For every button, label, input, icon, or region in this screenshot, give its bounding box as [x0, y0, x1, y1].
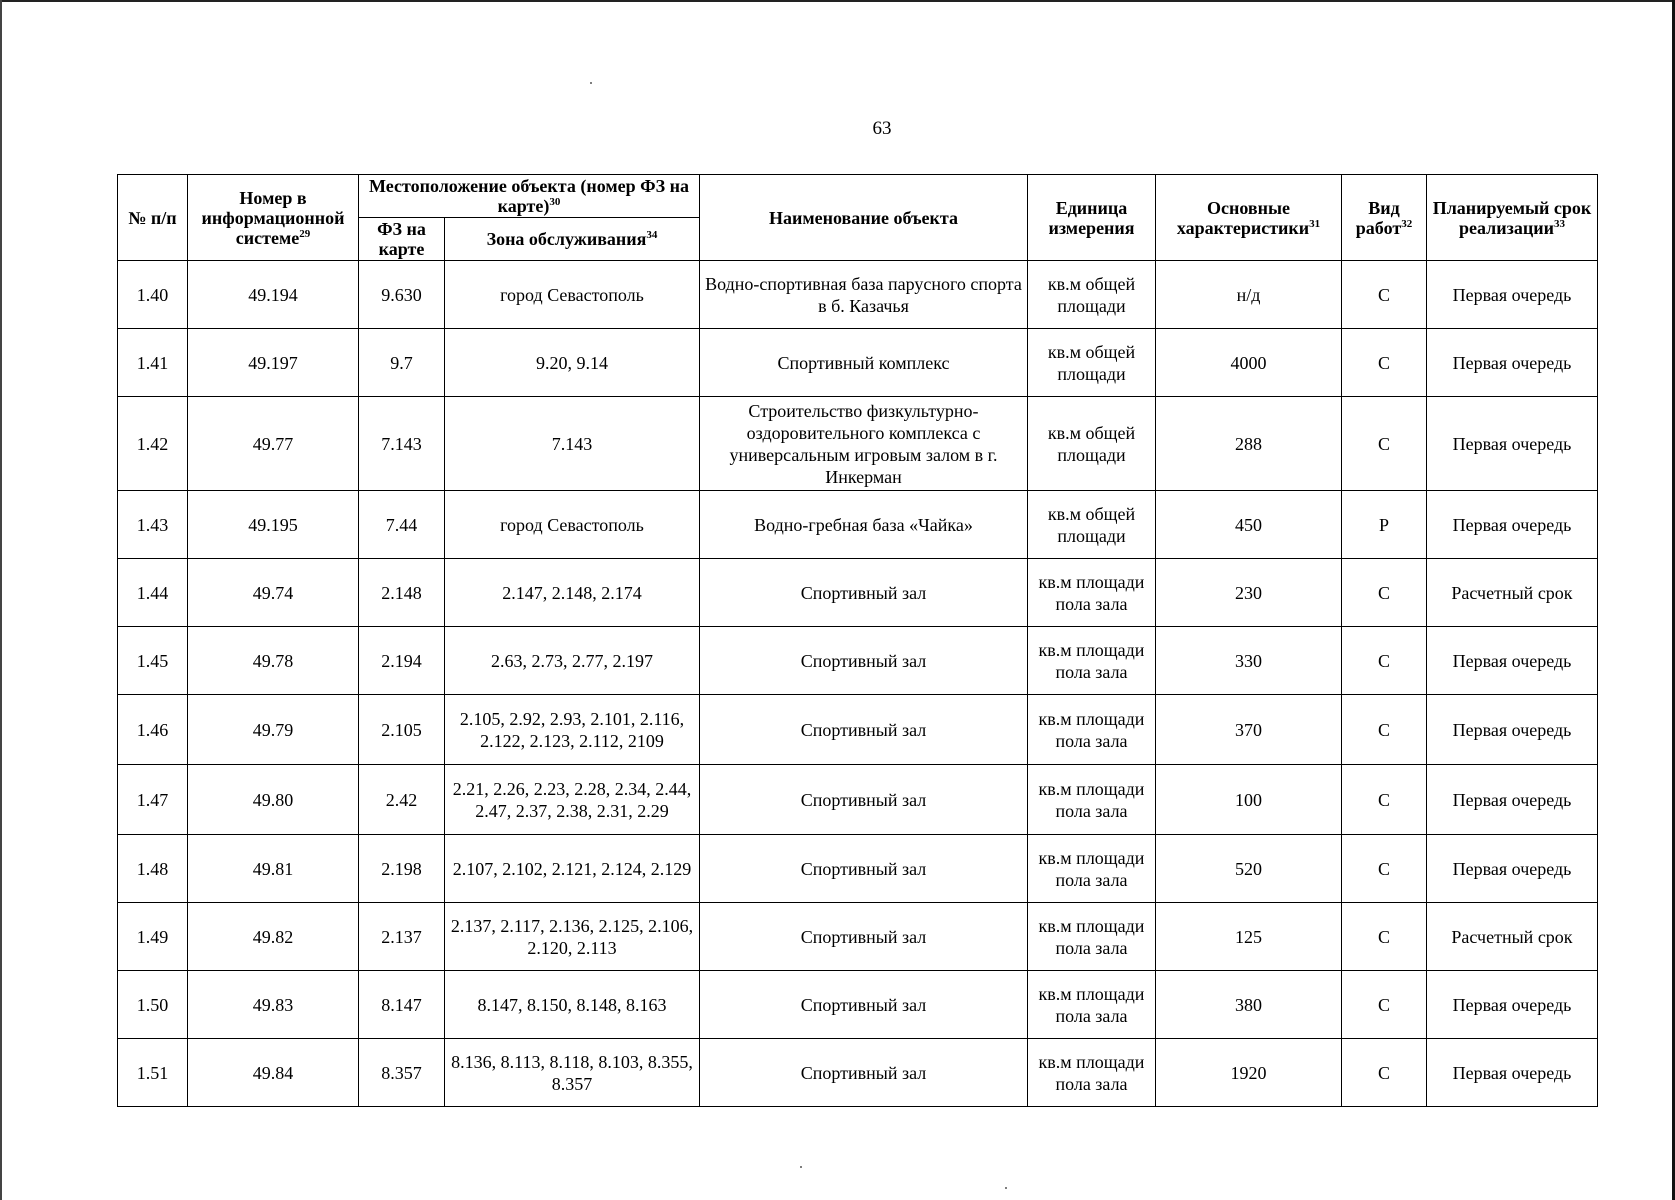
header-name: Наименование объекта [700, 175, 1028, 261]
cell-work-type: С [1342, 835, 1427, 903]
footnote-ref: 29 [299, 227, 311, 240]
cell-name: Спортивный зал [700, 903, 1028, 971]
cell-term: Первая очередь [1427, 397, 1598, 491]
cell-fz: 2.105 [359, 695, 445, 765]
cell-term: Первая очередь [1427, 1039, 1598, 1107]
cell-term: Первая очередь [1427, 261, 1598, 329]
cell-characteristics: 4000 [1156, 329, 1342, 397]
cell-fz: 2.148 [359, 559, 445, 627]
cell-characteristics: н/д [1156, 261, 1342, 329]
cell-zone: город Севастополь [445, 491, 700, 559]
table-row [118, 903, 1598, 971]
scan-border-left [0, 0, 2, 1200]
cell-work-type: С [1342, 765, 1427, 835]
cell-term: Первая очередь [1427, 695, 1598, 765]
cell-name: Спортивный зал [700, 835, 1028, 903]
cell-is-number: 49.197 [188, 329, 359, 397]
cell-num: 1.44 [118, 559, 188, 627]
footnote-ref: 34 [646, 229, 658, 241]
table-row [118, 835, 1598, 903]
cell-is-number: 49.195 [188, 491, 359, 559]
cell-name: Водно-гребная база «Чайка» [700, 491, 1028, 559]
cell-work-type: С [1342, 261, 1427, 329]
cell-unit: кв.м площади пола зала [1028, 903, 1156, 971]
cell-unit: кв.м общей площади [1028, 491, 1156, 559]
cell-is-number: 49.74 [188, 559, 359, 627]
cell-term: Первая очередь [1427, 835, 1598, 903]
table-body [118, 261, 1598, 1107]
cell-is-number: 49.82 [188, 903, 359, 971]
cell-work-type: С [1342, 1039, 1427, 1107]
cell-term: Первая очередь [1427, 765, 1598, 835]
cell-num: 1.43 [118, 491, 188, 559]
footnote-ref: 31 [1309, 217, 1321, 230]
cell-unit: кв.м площади пола зала [1028, 627, 1156, 695]
header-is-number-label: Номер в информационной системе [201, 187, 345, 248]
cell-unit: кв.м площади пола зала [1028, 1039, 1156, 1107]
cell-num: 1.46 [118, 695, 188, 765]
cell-fz: 2.42 [359, 765, 445, 835]
cell-zone: 9.20, 9.14 [445, 329, 700, 397]
cell-characteristics: 370 [1156, 695, 1342, 765]
cell-name: Спортивный зал [700, 695, 1028, 765]
table-row [118, 971, 1598, 1039]
cell-zone: 7.143 [445, 397, 700, 491]
cell-characteristics: 125 [1156, 903, 1342, 971]
cell-work-type: С [1342, 903, 1427, 971]
scan-speck [800, 1166, 802, 1168]
cell-work-type: С [1342, 627, 1427, 695]
table-row [118, 261, 1598, 329]
cell-zone: 2.107, 2.102, 2.121, 2.124, 2.129 [445, 835, 700, 903]
header-location-label: Местоположение объекта (номер ФЗ на карте) [369, 176, 689, 216]
cell-fz: 2.198 [359, 835, 445, 903]
cell-fz: 9.630 [359, 261, 445, 329]
cell-characteristics: 230 [1156, 559, 1342, 627]
cell-unit: кв.м площади пола зала [1028, 559, 1156, 627]
cell-fz: 7.44 [359, 491, 445, 559]
cell-unit: кв.м общей площади [1028, 261, 1156, 329]
cell-fz: 7.143 [359, 397, 445, 491]
table-row [118, 765, 1598, 835]
table-row [118, 695, 1598, 765]
header-zone [445, 218, 700, 261]
cell-is-number: 49.194 [188, 261, 359, 329]
cell-term: Первая очередь [1427, 491, 1598, 559]
cell-name: Строительство физкультурно-оздоровительного комплекса с универсальным игровым залом в г. Инкерман [700, 397, 1028, 491]
cell-num: 1.49 [118, 903, 188, 971]
data-table [117, 174, 1598, 1107]
cell-work-type: С [1342, 397, 1427, 491]
header-location [359, 175, 700, 218]
cell-zone: 2.105, 2.92, 2.93, 2.101, 2.116, 2.122, 2.123, 2.112, 2109 [445, 695, 700, 765]
cell-term: Первая очередь [1427, 971, 1598, 1039]
table-row [118, 1039, 1598, 1107]
cell-characteristics: 450 [1156, 491, 1342, 559]
cell-num: 1.40 [118, 261, 188, 329]
cell-work-type: С [1342, 559, 1427, 627]
cell-work-type: С [1342, 329, 1427, 397]
cell-name: Спортивный зал [700, 559, 1028, 627]
cell-zone: город Севастополь [445, 261, 700, 329]
footnote-ref: 33 [1553, 217, 1565, 230]
cell-fz: 8.147 [359, 971, 445, 1039]
header-work-type [1342, 175, 1427, 261]
header-unit: Единица измерения [1028, 175, 1156, 261]
cell-unit: кв.м общей площади [1028, 329, 1156, 397]
page-number: 63 [872, 118, 892, 139]
cell-zone: 2.137, 2.117, 2.136, 2.125, 2.106, 2.120, 2.113 [445, 903, 700, 971]
cell-unit: кв.м общей площади [1028, 397, 1156, 491]
table-header [118, 175, 1598, 261]
cell-name: Спортивный зал [700, 971, 1028, 1039]
header-fz: ФЗ на карте [359, 218, 445, 261]
header-work-type-label: Вид работ [1355, 197, 1402, 238]
cell-is-number: 49.80 [188, 765, 359, 835]
cell-unit: кв.м площади пола зала [1028, 765, 1156, 835]
cell-characteristics: 100 [1156, 765, 1342, 835]
header-term-label: Планируемый срок реализации [1432, 197, 1592, 238]
cell-zone: 2.63, 2.73, 2.77, 2.197 [445, 627, 700, 695]
table-row [118, 627, 1598, 695]
header-zone-label: Зона обслуживания [486, 229, 647, 249]
header-term [1427, 175, 1598, 261]
cell-is-number: 49.78 [188, 627, 359, 695]
cell-fz: 9.7 [359, 329, 445, 397]
cell-unit: кв.м площади пола зала [1028, 695, 1156, 765]
cell-characteristics: 330 [1156, 627, 1342, 695]
cell-name: Спортивный зал [700, 1039, 1028, 1107]
cell-term: Первая очередь [1427, 329, 1598, 397]
cell-name: Спортивный зал [700, 765, 1028, 835]
scan-speck [590, 82, 592, 84]
header-num: № п/п [118, 175, 188, 261]
header-is-number [188, 175, 359, 261]
cell-characteristics: 1920 [1156, 1039, 1342, 1107]
cell-fz: 2.137 [359, 903, 445, 971]
cell-zone: 2.147, 2.148, 2.174 [445, 559, 700, 627]
footnote-ref: 32 [1401, 217, 1413, 230]
cell-fz: 2.194 [359, 627, 445, 695]
cell-num: 1.41 [118, 329, 188, 397]
cell-zone: 8.147, 8.150, 8.148, 8.163 [445, 971, 700, 1039]
table-row [118, 491, 1598, 559]
cell-name: Спортивный комплекс [700, 329, 1028, 397]
cell-work-type: С [1342, 971, 1427, 1039]
cell-name: Водно-спортивная база парусного спорта в б. Казачья [700, 261, 1028, 329]
cell-num: 1.48 [118, 835, 188, 903]
cell-is-number: 49.79 [188, 695, 359, 765]
cell-zone: 2.21, 2.26, 2.23, 2.28, 2.34, 2.44, 2.47, 2.37, 2.38, 2.31, 2.29 [445, 765, 700, 835]
table-row [118, 329, 1598, 397]
cell-characteristics: 520 [1156, 835, 1342, 903]
cell-num: 1.47 [118, 765, 188, 835]
cell-characteristics: 288 [1156, 397, 1342, 491]
cell-unit: кв.м площади пола зала [1028, 835, 1156, 903]
cell-num: 1.51 [118, 1039, 188, 1107]
header-characteristics-label: Основные характеристики [1176, 197, 1310, 238]
table-row [118, 397, 1598, 491]
header-characteristics [1156, 175, 1342, 261]
cell-unit: кв.м площади пола зала [1028, 971, 1156, 1039]
cell-is-number: 49.81 [188, 835, 359, 903]
cell-zone: 8.136, 8.113, 8.118, 8.103, 8.355, 8.357 [445, 1039, 700, 1107]
cell-is-number: 49.84 [188, 1039, 359, 1107]
scan-speck [1005, 1187, 1007, 1189]
cell-term: Первая очередь [1427, 627, 1598, 695]
cell-work-type: Р [1342, 491, 1427, 559]
cell-num: 1.42 [118, 397, 188, 491]
cell-num: 1.45 [118, 627, 188, 695]
cell-work-type: С [1342, 695, 1427, 765]
cell-characteristics: 380 [1156, 971, 1342, 1039]
cell-term: Расчетный срок [1427, 559, 1598, 627]
cell-term: Расчетный срок [1427, 903, 1598, 971]
footnote-ref: 30 [549, 196, 561, 208]
cell-num: 1.50 [118, 971, 188, 1039]
cell-name: Спортивный зал [700, 627, 1028, 695]
cell-is-number: 49.77 [188, 397, 359, 491]
scan-border-top [0, 0, 1675, 2]
cell-is-number: 49.83 [188, 971, 359, 1039]
cell-fz: 8.357 [359, 1039, 445, 1107]
table-row [118, 559, 1598, 627]
